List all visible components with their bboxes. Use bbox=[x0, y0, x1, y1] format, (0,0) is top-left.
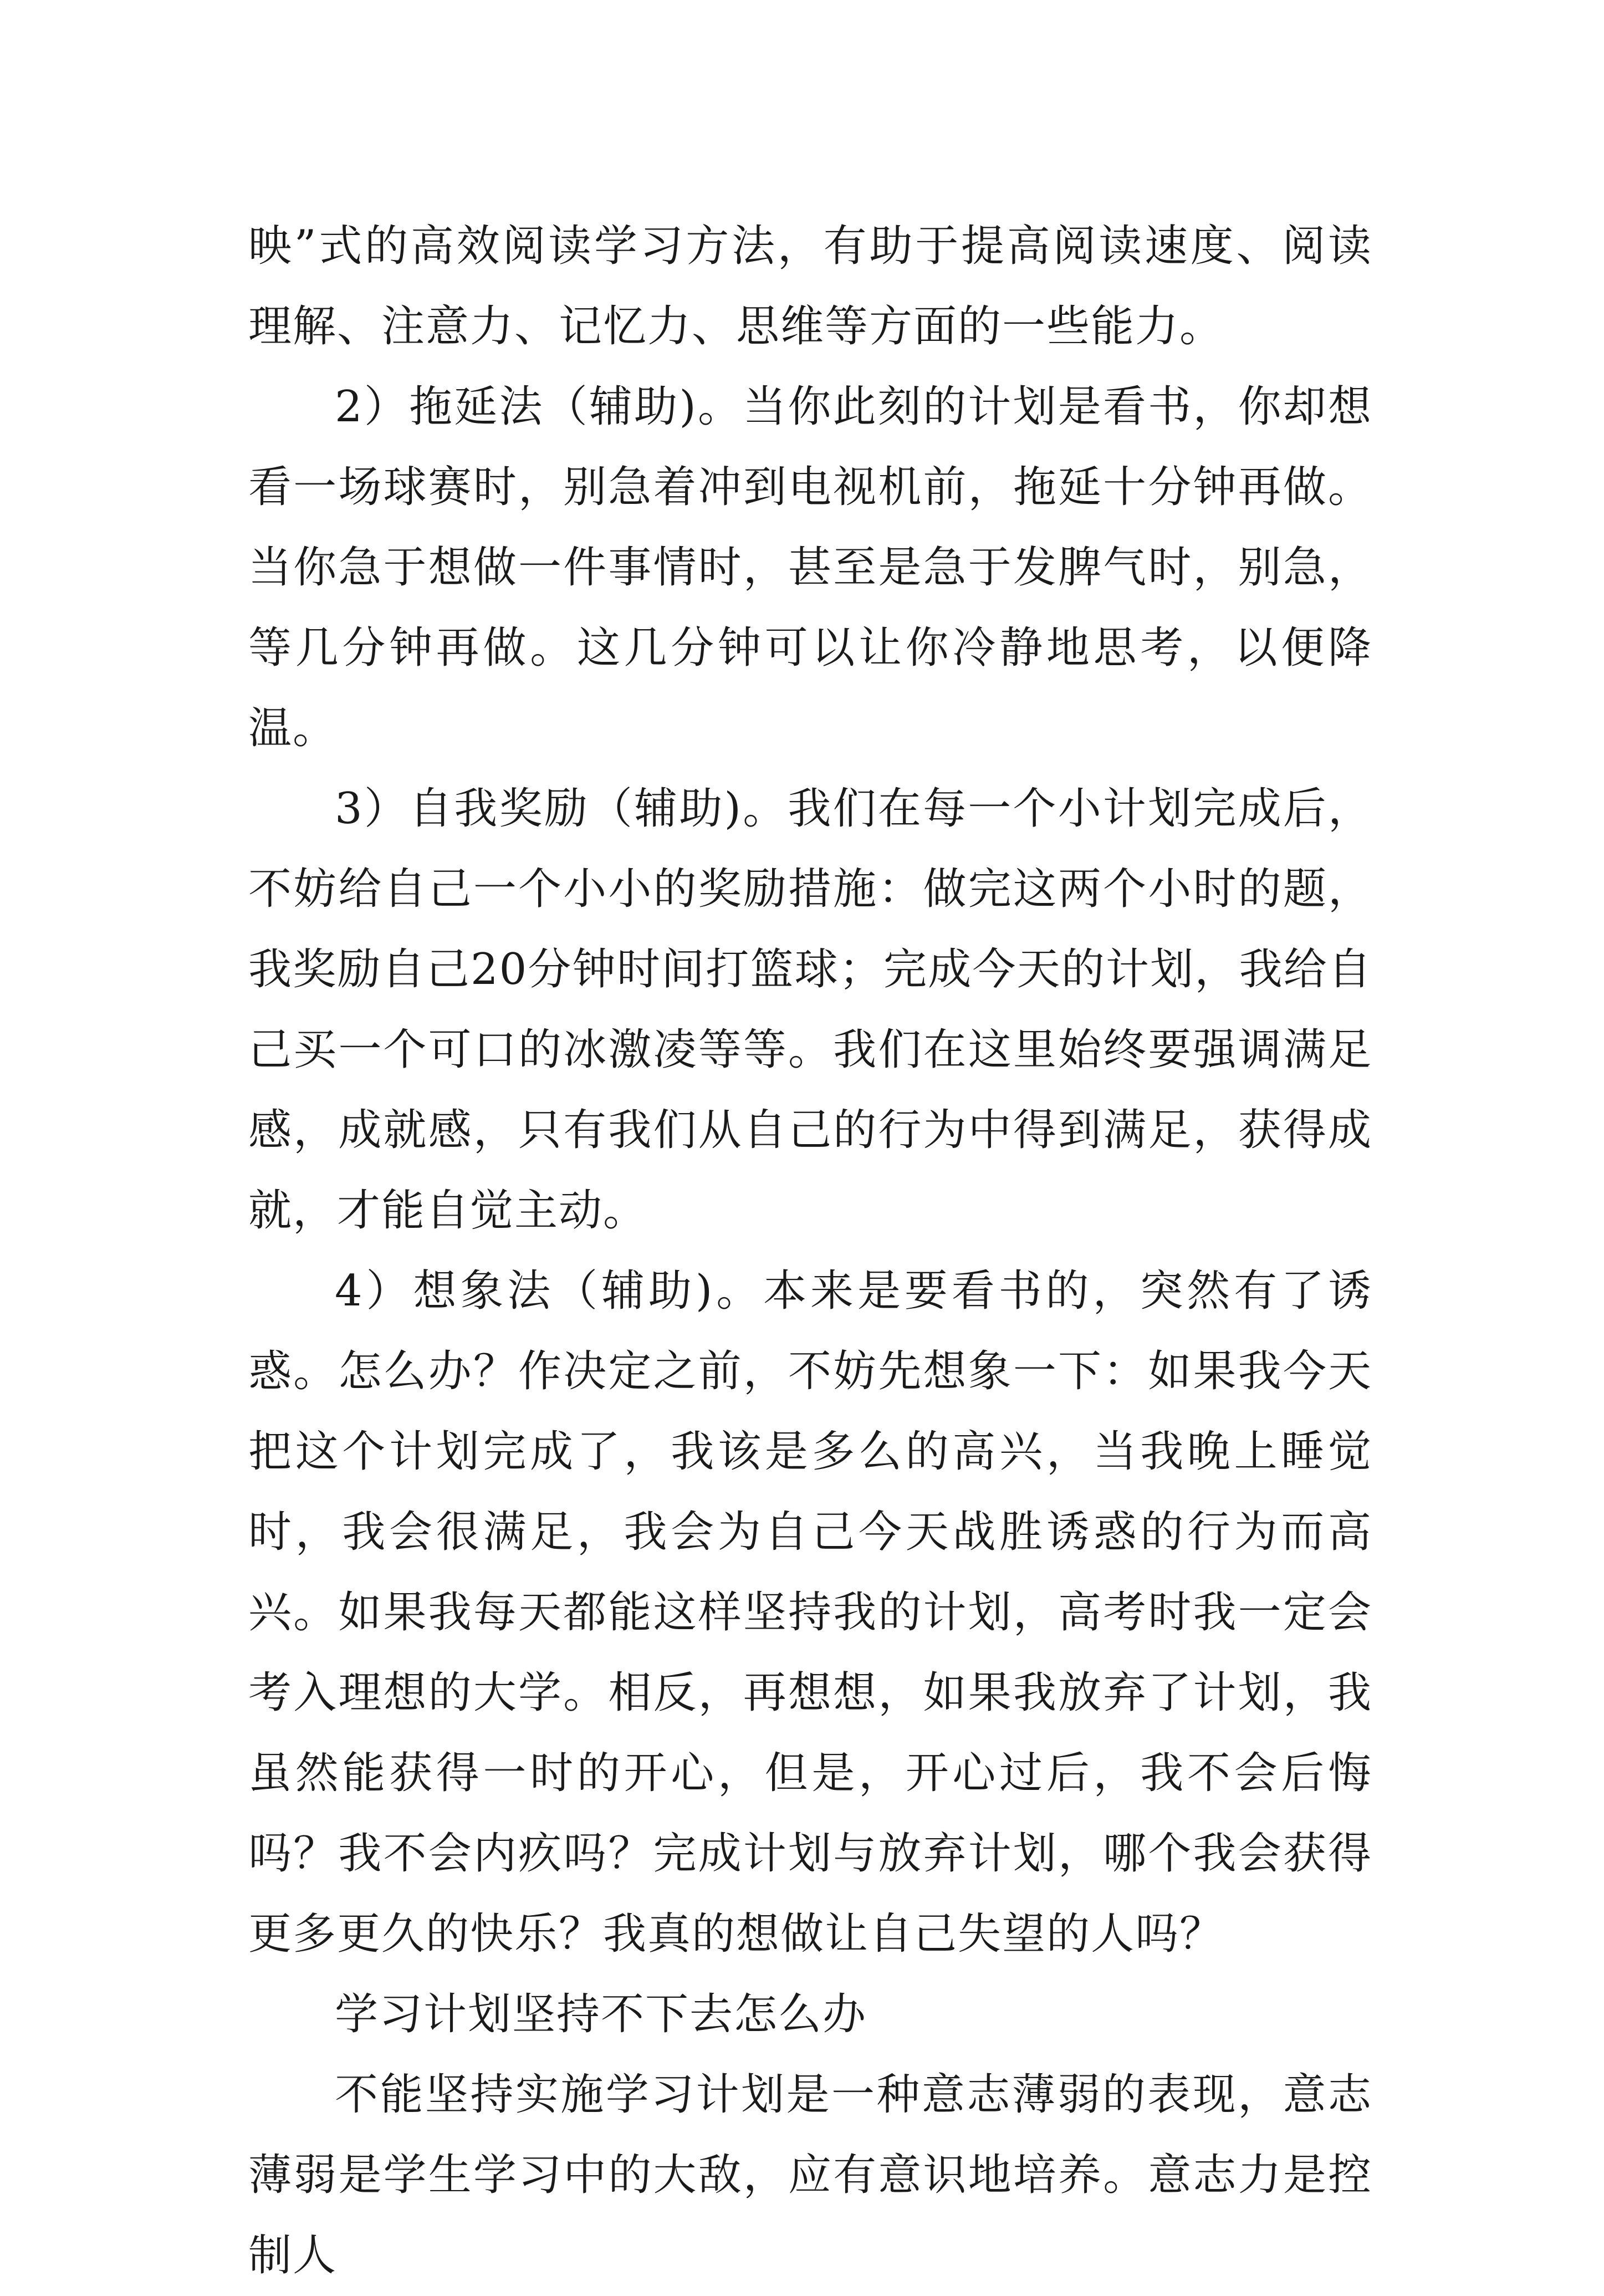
document-body bbox=[248, 206, 1372, 2296]
paragraph-willpower: 不能坚持实施学习计划是一种意志薄弱的表现，意志薄弱是学生学习中的大敌，应有意识地培养。意志力是控制人 bbox=[248, 2070, 1372, 2280]
section-heading: 学习计划坚持不下去怎么办 bbox=[335, 1989, 867, 2039]
paragraph-continuation: 映”式的高效阅读学习方法，有助于提高阅读速度、阅读理解、注意力、记忆力、思维等方面的一些能力。 bbox=[248, 221, 1372, 351]
paragraph-self-reward: 3）自我奖励（辅助)。我们在每一个小计划完成后，不妨给自己一个小小的奖励措施：做完这两个小时的题，我奖励自己20分钟时间打篮球；完成今天的计划，我给自己买一个可口的冰激凌等等。我们在这里始终要强调满足感，成就感，只有我们从自己的行为中得到满足，获得成就，才能自觉主动。 bbox=[248, 784, 1372, 1236]
paragraph-procrastination-method: 2）拖延法（辅助)。当你此刻的计划是看书，你却想看一场球赛时，别急着冲到电视机前，拖延十分钟再做。当你急于想做一件事情时，甚至是急于发脾气时，别急，等几分钟再做。这几分钟可以让你冷静地思考，以便降温。 bbox=[248, 382, 1372, 753]
paragraph-imagination-method: 4）想象法（辅助)。本来是要看书的，突然有了诱惑。怎么办？作决定之前，不妨先想象一下：如果我今天把这个计划完成了，我该是多么的高兴，当我晚上睡觉时，我会很满足，我会为自己今天战胜诱惑的行为而高兴。如果我每天都能这样坚持我的计划，高考时我一定会考入理想的大学。相反，再想想，如果我放弃了计划，我虽然能获得一时的开心，但是，开心过后，我不会后悔吗？我不会内疚吗？完成计划与放弃计划，哪个我会获得更多更久的快乐？我真的想做让自己失望的人吗？ bbox=[248, 1266, 1372, 1959]
